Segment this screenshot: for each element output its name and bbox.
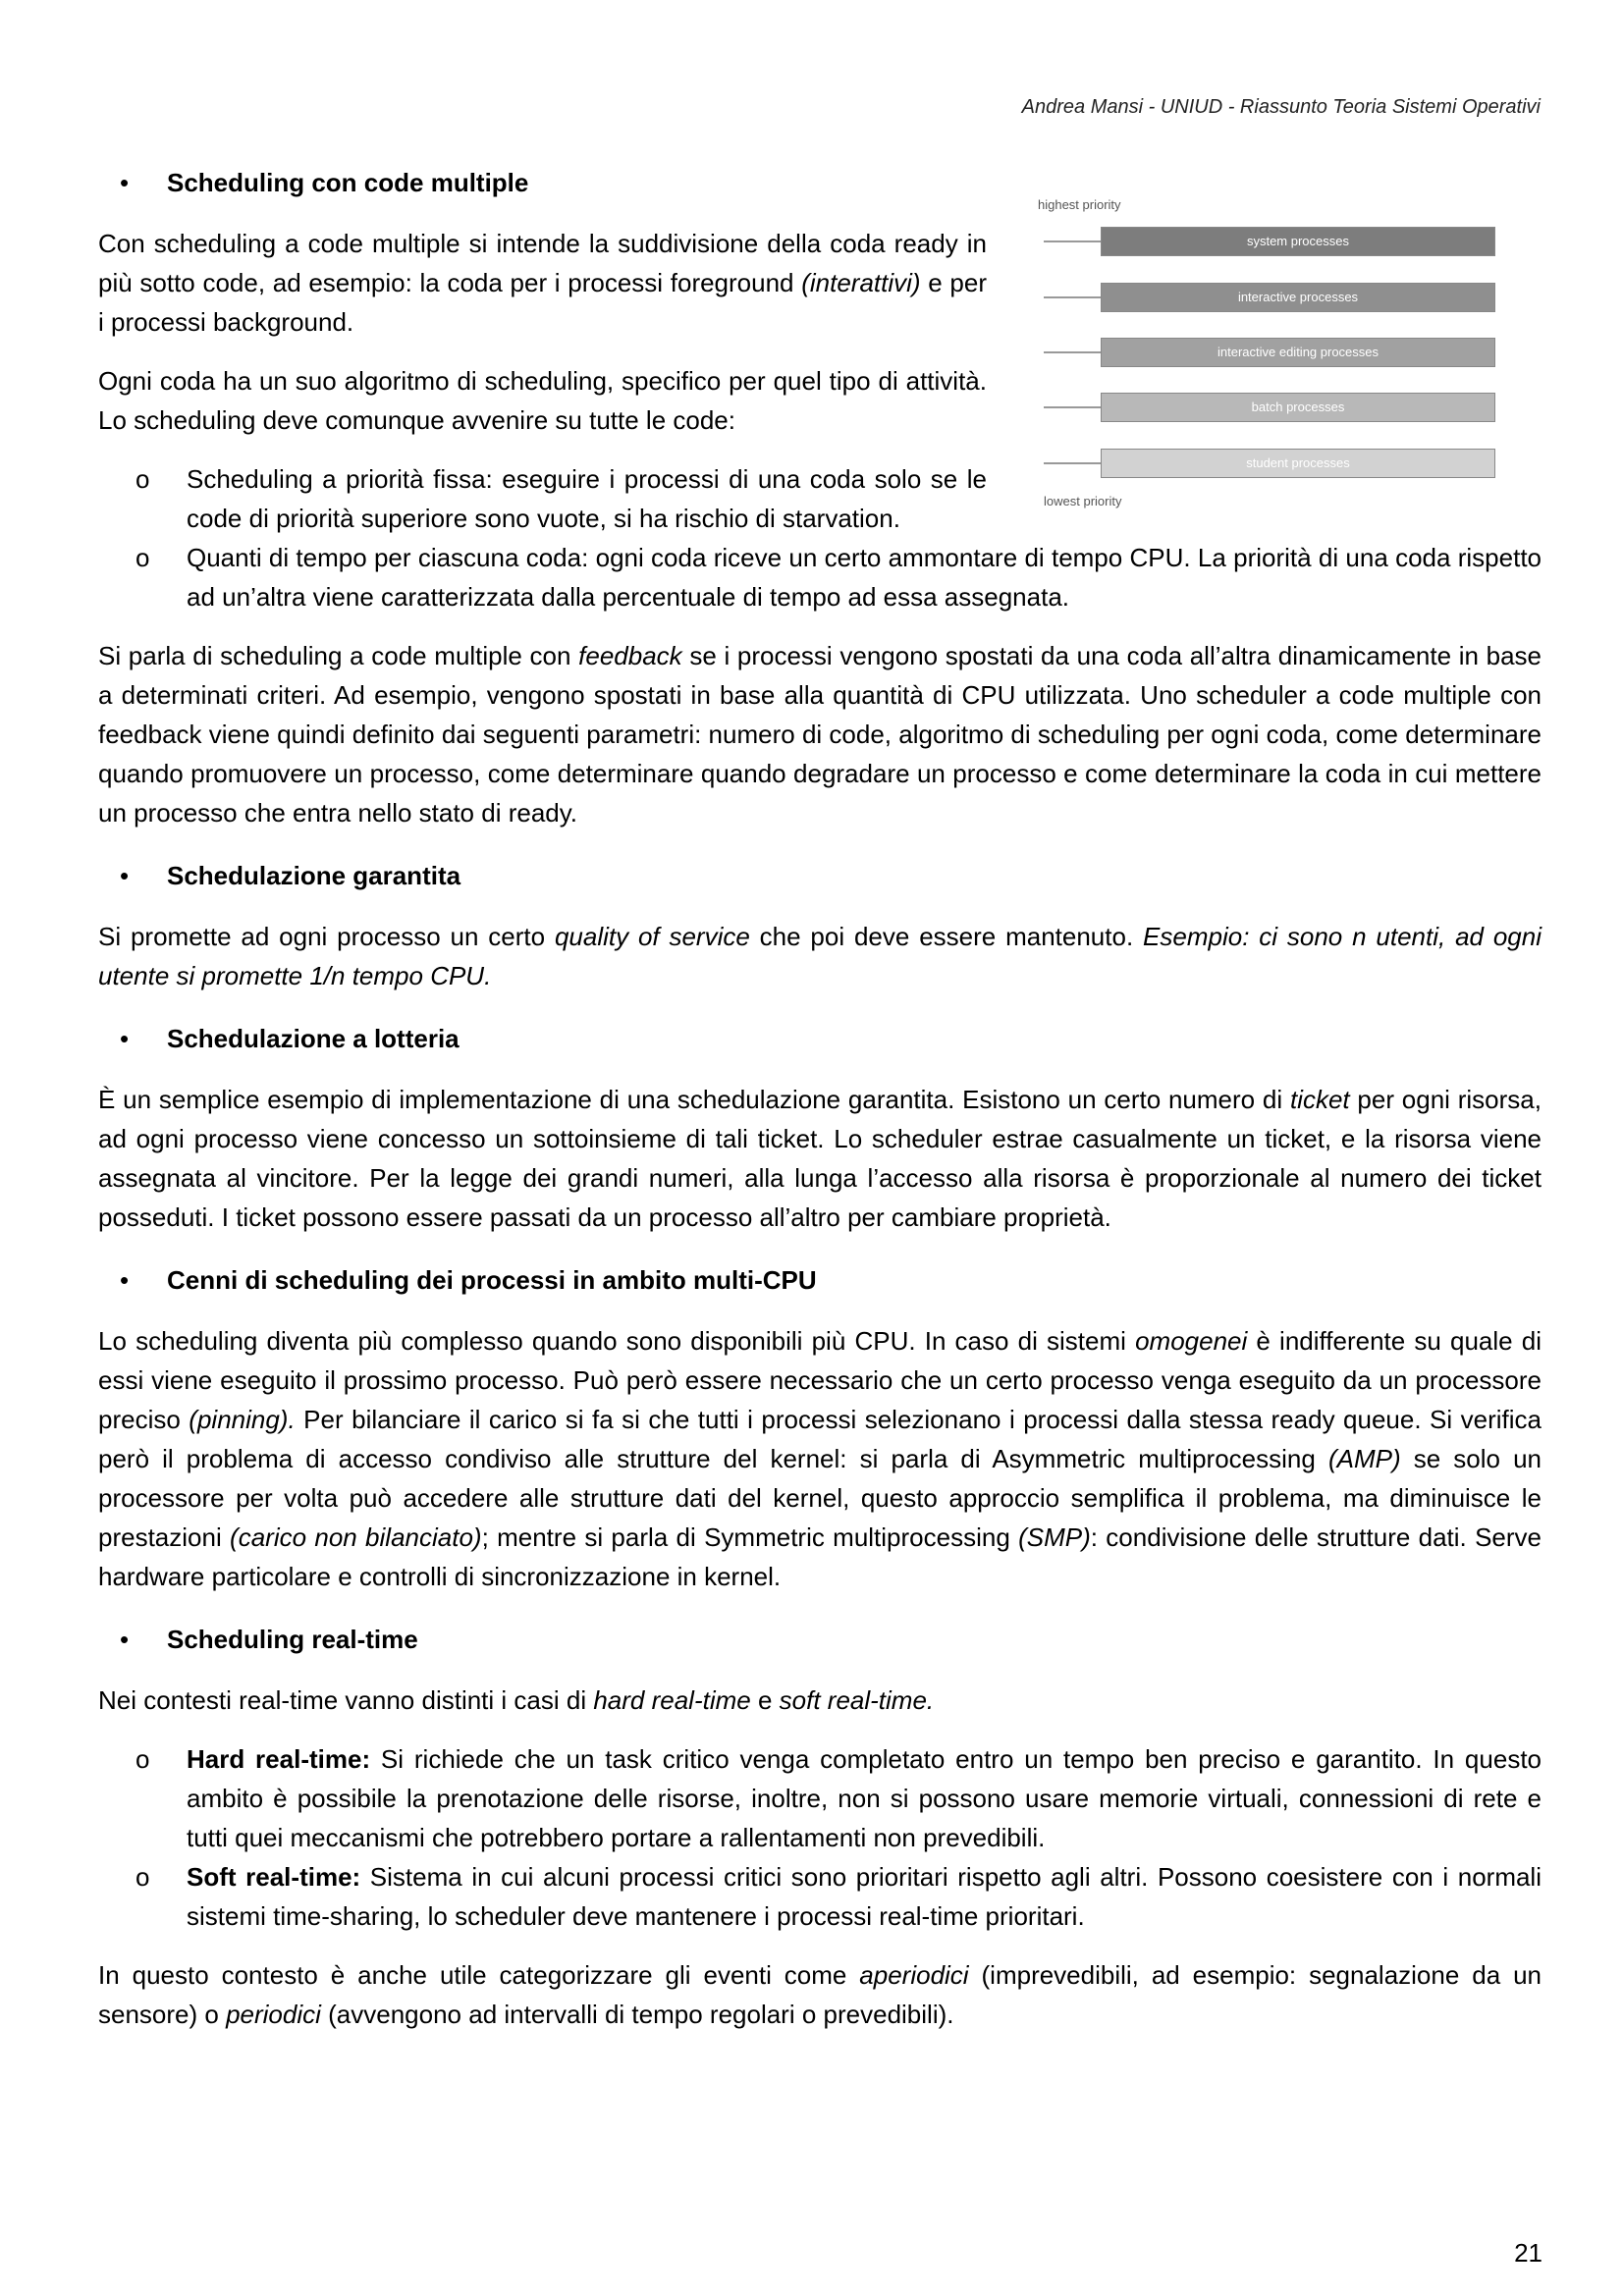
text: Si parla di scheduling a code multiple con <box>98 641 579 670</box>
text: che poi deve essere mantenuto. <box>749 922 1144 951</box>
section-heading: • Schedulazione a lotteria <box>98 1017 1542 1060</box>
lowest-priority-label: lowest priority <box>1044 494 1122 508</box>
queue-box: student processes <box>1101 449 1495 478</box>
italic-text: hard real-time <box>593 1685 751 1715</box>
italic-text: feedback <box>578 641 682 670</box>
text: è indifferente su quale di essi viene eseguito il prossimo processo. Può però essere necessario che un certo processo venga eseguito da un processore preciso <box>98 1326 1542 1434</box>
text: Lo scheduling diventa più complesso quando sono disponibili più CPU. In caso di sistemi <box>98 1326 1136 1356</box>
sub-list <box>98 459 1542 616</box>
italic-text: (SMP) <box>1018 1522 1091 1552</box>
text: Si richiede che un task critico venga completato entro un tempo ben preciso e garantito. In questo ambito è possibile la prenotazione delle risorse, inoltre, non si possono usare memorie virtuali, connessioni di rete e tutti quei meccanismi che potrebbero portare a rallentamenti non prevedibili. <box>187 1744 1542 1852</box>
italic-text: omogenei <box>1135 1326 1248 1356</box>
text: ; mentre si parla di Symmetric multiprocessing <box>481 1522 1019 1552</box>
italic-text: soft real-time. <box>779 1685 935 1715</box>
bold-text: Hard real-time: <box>187 1744 371 1774</box>
queue-box: batch processes <box>1101 393 1495 422</box>
paragraph <box>98 1080 1542 1237</box>
italic-text: ticket <box>1289 1085 1350 1114</box>
text: : condivisione delle strutture dati. Serve hardware particolare e controlli di sincronizzazione in kernel. <box>98 1522 1542 1591</box>
italic-text: (pinning). <box>189 1405 296 1434</box>
text: se i processi vengono spostati da una coda all’altra dinamicamente in base a determinati criteri. Ad esempio, vengono spostati in base alla quantità di CPU utilizzata. Uno scheduler a code multiple con feedback viene quindi definito dai seguenti parametri: numero di code, algoritmo di scheduling per ogni coda, come determinare quando promuovere un processo, come determinare quando degradare un processo e come determinare la coda in cui mettere un processo che entra nello stato di ready. <box>98 641 1542 828</box>
paragraph <box>98 917 1542 995</box>
paragraph: Ogni coda ha un suo algoritmo di scheduling, specifico per quel tipo di attività. Lo scheduling deve comunque avvenire su tutte le code: <box>98 366 987 435</box>
italic-text: quality of service <box>554 922 750 951</box>
text: Nei contesti real-time vanno distinti i casi di <box>98 1685 594 1715</box>
list-item <box>98 1857 1542 1936</box>
paragraph <box>98 224 987 342</box>
list-item: o Quanti di tempo per ciascuna coda: ogni coda riceve un certo ammontare di tempo CPU. La priorità di una coda rispetto ad un’altra viene caratterizzata dalla percentuale di tempo ad essa assegnata. <box>98 538 1542 616</box>
italic-text: (interattivi) <box>801 268 921 297</box>
text: Sistema in cui alcuni processi critici sono prioritari rispetto agli altri. Possono coesistere con i normali sistemi time-sharing, lo scheduler deve mantenere i processi real-time prioritari. <box>187 1862 1542 1931</box>
text: e per i processi background. <box>98 268 987 337</box>
section-heading: • Schedulazione garantita <box>98 854 1542 897</box>
text: Si promette ad ogni processo un certo <box>98 922 555 951</box>
paragraph <box>98 1955 1542 2034</box>
text: e <box>750 1685 780 1715</box>
italic-text: Esempio: ci sono n utenti, ad ogni utente si promette 1/n tempo CPU. <box>98 922 1542 990</box>
section-heading: • Cenni di scheduling dei processi in ambito multi-CPU <box>98 1258 1542 1302</box>
text: per ogni risorsa, ad ogni processo viene concesso un sottoinsieme di tali ticket. Lo scheduler estrae casualmente un ticket, e la risorsa viene assegnata al vincitore. Per la legge dei grandi numeri, alla lunga l’accesso alla risorsa è proporzionale al numero dei ticket posseduti. I ticket possono essere passati da un processo all’altro per cambiare proprietà. <box>98 1085 1542 1232</box>
paragraph <box>98 1321 1542 1596</box>
list-item <box>98 1739 1542 1857</box>
paragraph <box>98 636 1542 832</box>
queue-box: interactive processes <box>1101 283 1495 312</box>
sub-list <box>98 1739 1542 1936</box>
queue-box: interactive editing processes <box>1101 338 1495 367</box>
bold-text: Soft real-time: <box>187 1862 361 1892</box>
text: Con scheduling a code multiple si intende la suddivisione della coda ready in più sotto code, ad esempio: la coda per i processi foreground <box>98 229 987 297</box>
italic-text: (carico non bilanciato) <box>230 1522 482 1552</box>
queue-box: system processes <box>1101 227 1495 256</box>
document-body <box>98 161 1542 2034</box>
paragraph <box>98 1681 1542 1720</box>
italic-text: aperiodici <box>859 1960 969 1990</box>
list-item: o Scheduling a priorità fissa: eseguire i processi di una coda solo se le code di priorità superiore sono vuote, si ha rischio di starvation. <box>98 459 987 538</box>
italic-text: periodici <box>226 2000 321 2029</box>
section-heading: • Scheduling real-time <box>98 1618 1542 1661</box>
text: se solo un processore per volta può accedere alle strutture dati del kernel, questo approccio semplifica il problema, ma diminuisce le prestazioni <box>98 1444 1542 1552</box>
text: In questo contesto è anche utile categorizzare gli eventi come <box>98 1960 860 1990</box>
text: (avvengono ad intervalli di tempo regolari o prevedibili). <box>320 2000 954 2029</box>
running-header: Andrea Mansi - UNIUD - Riassunto Teoria Sistemi Operativi <box>1021 96 1541 118</box>
text: (imprevedibili, ad esempio: segnalazione da un sensore) o <box>98 1960 1542 2029</box>
text: Per bilanciare il carico si fa si che tutti i processi selezionano i processi dalla stessa ready queue. Si verifica però il problema di accesso condiviso alle strutture del kernel: si parla di Asymmetric multiprocessing <box>98 1405 1542 1473</box>
italic-text: (AMP) <box>1327 1444 1401 1473</box>
highest-priority-label: highest priority <box>1038 197 1121 212</box>
text: È un semplice esempio di implementazione di una schedulazione garantita. Esistono un certo numero di <box>98 1085 1290 1114</box>
page-number: 21 <box>1514 2238 1542 2268</box>
section-heading: • Scheduling con code multiple <box>98 161 1542 204</box>
